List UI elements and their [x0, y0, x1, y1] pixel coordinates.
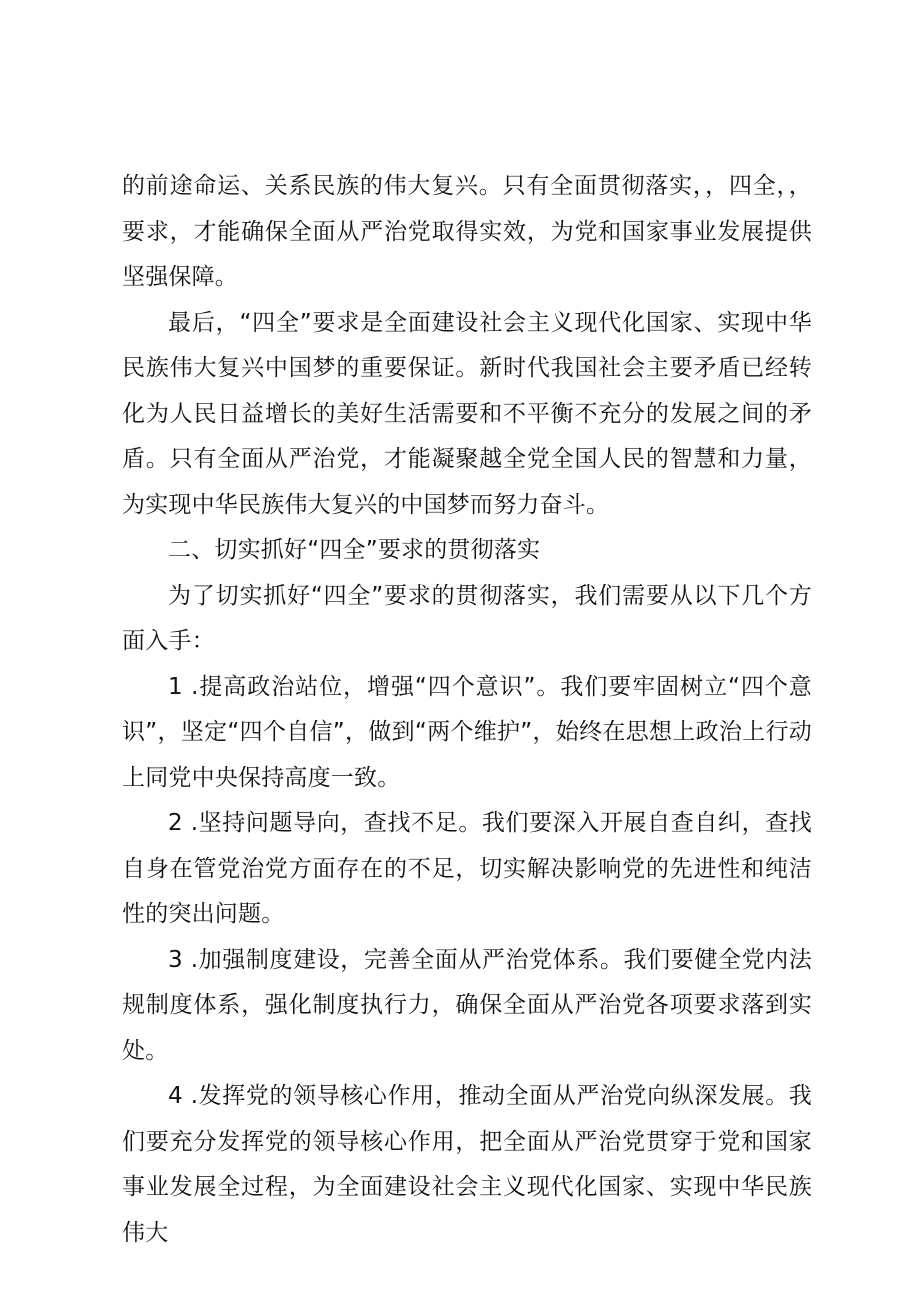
- paragraph-finally: 最后，“四全”要求是全面建设社会主义现代化国家、实现中华民族伟大复兴中国梦的重要保证。新时代我国社会主要矛盾已经转化为人民日益增长的美好生活需要和不平衡不充分的发展之间的矛盾。只有全面从严治党，才能凝聚越全党全国人民的智慧和力量，为实现中华民族伟大复兴的中国梦而努力奋斗。: [122, 309, 812, 518]
- paragraph-intro: 为了切实抓好“四全”要求的贯彻落实，我们需要从以下几个方面入手：: [122, 582, 812, 654]
- section-heading: 二、切实抓好“四全”要求的贯彻落实: [168, 537, 541, 563]
- document-body: [122, 164, 812, 1256]
- list-item-3: 3 .加强制度建设，完善全面从严治党体系。我们要健全党内法规制度体系，强化制度执行力，确保全面从严治党各项要求落到实处。: [122, 946, 812, 1064]
- list-item-1: 1 .提高政治站位，增强“四个意识”。我们要牢固树立“四个意识”，坚定“四个自信”，做到“两个维护”，始终在思想上政治上行动上同党中央保持高度一致。: [122, 673, 812, 791]
- list-item-4: 4 .发挥党的领导核心作用，推动全面从严治党向纵深发展。我们要充分发挥党的领导核心作用，把全面从严治党贯穿于党和国家事业发展全过程，为全面建设社会主义现代化国家、实现中华民族伟大: [122, 1083, 812, 1246]
- list-item-2: 2 .坚持问题导向，查找不足。我们要深入开展自查自纠，查找自身在管党治党方面存在的不足，切实解决影响党的先进性和纯洁性的突出问题。: [122, 810, 812, 927]
- paragraph-continuation: 的前途命运、关系民族的伟大复兴。只有全面贯彻落实，，四全，，要求，才能确保全面从严治党取得实效，为党和国家事业发展提供坚强保障。: [122, 173, 812, 290]
